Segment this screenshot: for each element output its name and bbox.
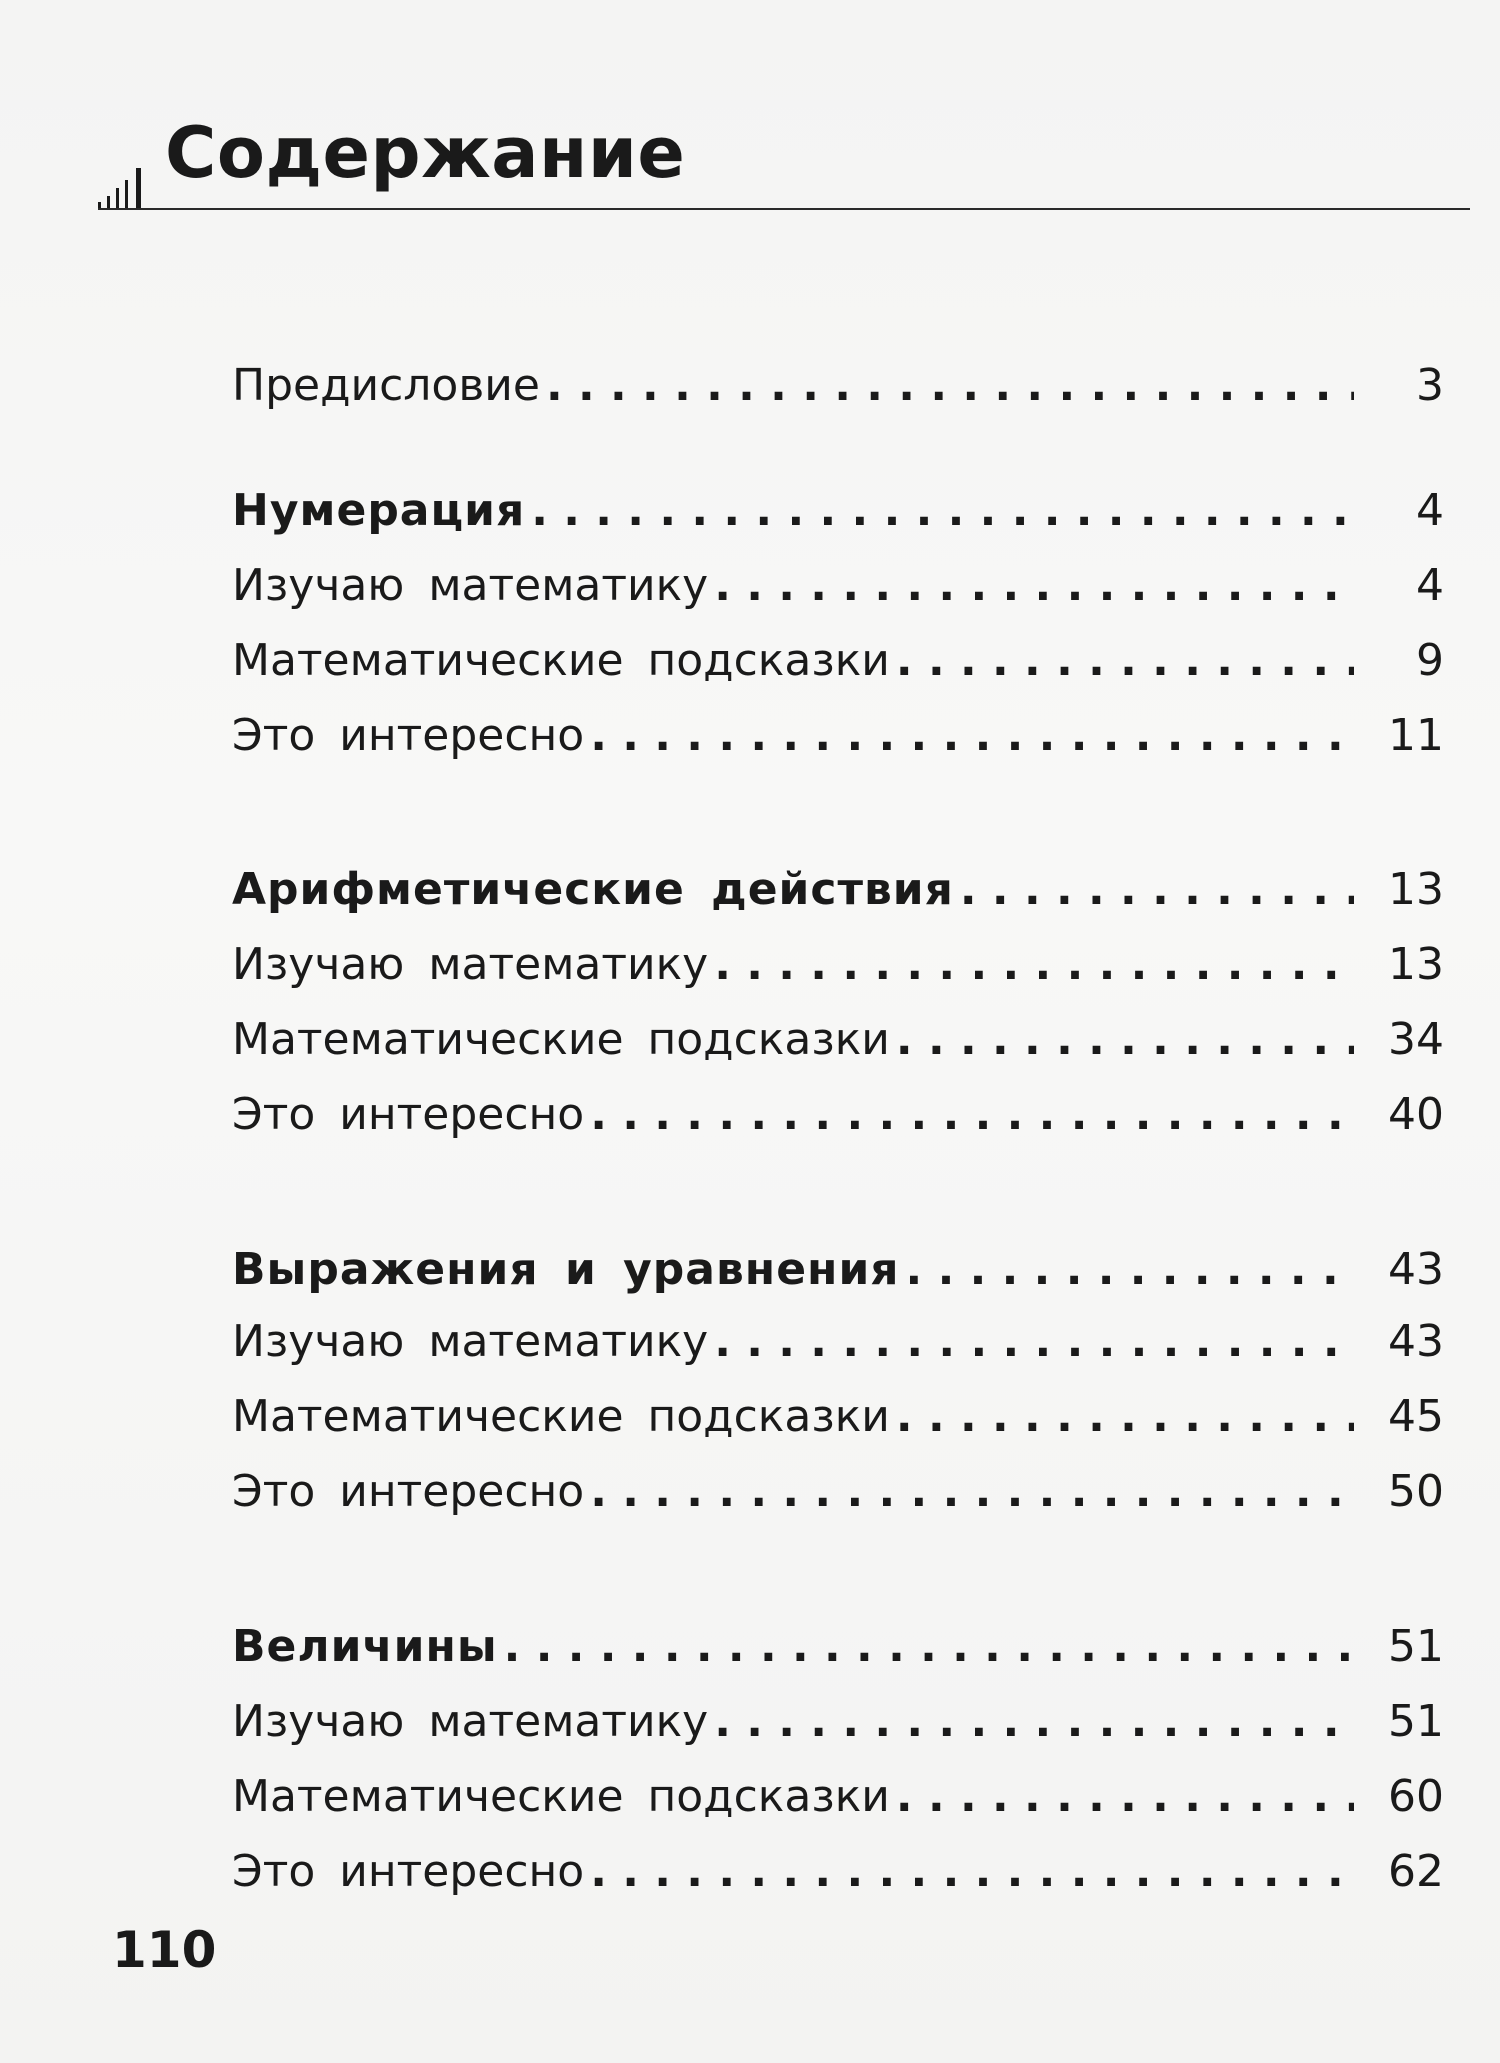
toc-dot-leader (531, 481, 1354, 541)
toc-page-number: 51 (1388, 1621, 1444, 1672)
toc-label: Математические подсказки (232, 1014, 890, 1065)
toc-dot-leader (590, 1462, 1354, 1522)
toc-row[interactable] (232, 1462, 1444, 1522)
toc-page-number: 4 (1416, 560, 1444, 611)
toc-label: Предисловие (232, 360, 540, 411)
toc-row-preface[interactable] (232, 356, 1444, 416)
toc-label: Изучаю математику (232, 1316, 709, 1367)
toc-row[interactable] (232, 1085, 1444, 1145)
toc-page-number: 13 (1388, 939, 1444, 990)
toc-page-number: 4 (1416, 485, 1444, 536)
toc-dot-leader (590, 706, 1354, 766)
toc-section-label: Выражения и уравнения (232, 1244, 900, 1295)
toc-page-number: 40 (1388, 1089, 1444, 1140)
toc-dot-leader (896, 1387, 1354, 1447)
toc-page-number: 34 (1388, 1014, 1444, 1065)
toc-dot-leader (504, 1617, 1354, 1677)
toc-label: Математические подсказки (232, 1771, 890, 1822)
toc-dot-leader (896, 1767, 1354, 1827)
toc-row-section-numeration[interactable] (232, 481, 1444, 541)
toc-row[interactable] (232, 631, 1444, 691)
toc-row[interactable] (232, 1767, 1444, 1827)
toc-dot-leader (546, 356, 1354, 416)
toc-page-number: 45 (1388, 1391, 1444, 1442)
toc-page-number: 3 (1416, 360, 1444, 411)
toc-row[interactable] (232, 1010, 1444, 1070)
toc-label: Изучаю математику (232, 560, 709, 611)
toc-label: Изучаю математику (232, 939, 709, 990)
toc-dot-leader (590, 1842, 1354, 1902)
toc-row-section-quantities[interactable] (232, 1617, 1444, 1677)
toc-page-number: 50 (1388, 1466, 1444, 1517)
toc-row[interactable] (232, 1842, 1444, 1902)
toc-row[interactable] (232, 706, 1444, 766)
title-divider (98, 208, 1470, 210)
toc-page-number: 13 (1388, 864, 1444, 915)
page-title: Содержание (165, 112, 686, 194)
toc-section-label: Величины (232, 1621, 498, 1672)
toc-dot-leader (714, 1312, 1354, 1372)
toc-row[interactable] (232, 1387, 1444, 1447)
toc-label: Математические подсказки (232, 1391, 890, 1442)
toc-page-number: 43 (1388, 1244, 1444, 1295)
toc-dot-leader (590, 1085, 1354, 1145)
page-number: 110 (112, 1921, 217, 1979)
toc-row[interactable] (232, 556, 1444, 616)
toc-label: Математические подсказки (232, 635, 890, 686)
toc-label: Это интересно (232, 1089, 585, 1140)
toc-dot-leader (714, 935, 1354, 995)
toc-row[interactable] (232, 1692, 1444, 1752)
toc-dot-leader (906, 1240, 1354, 1300)
header-bars-icon (98, 168, 150, 210)
toc-section-label: Нумерация (232, 485, 526, 536)
toc-row-section-expressions[interactable] (232, 1240, 1444, 1300)
toc-page-number: 62 (1388, 1846, 1444, 1897)
toc-dot-leader (960, 860, 1354, 920)
toc-row[interactable] (232, 935, 1444, 995)
toc-dot-leader (714, 556, 1354, 616)
toc-label: Это интересно (232, 1466, 585, 1517)
toc-dot-leader (714, 1692, 1354, 1752)
toc-label: Это интересно (232, 710, 585, 761)
toc-dot-leader (896, 631, 1354, 691)
toc-label: Это интересно (232, 1846, 585, 1897)
toc-page-number: 11 (1388, 710, 1444, 761)
toc-row-section-arithmetic[interactable] (232, 860, 1444, 920)
toc-section-label: Арифметические действия (232, 864, 954, 915)
toc-row[interactable] (232, 1312, 1444, 1372)
toc-page-number: 43 (1388, 1316, 1444, 1367)
toc-page-number: 51 (1388, 1696, 1444, 1747)
toc-label: Изучаю математику (232, 1696, 709, 1747)
toc-page-number: 60 (1388, 1771, 1444, 1822)
toc-page-number: 9 (1416, 635, 1444, 686)
toc-dot-leader (896, 1010, 1354, 1070)
